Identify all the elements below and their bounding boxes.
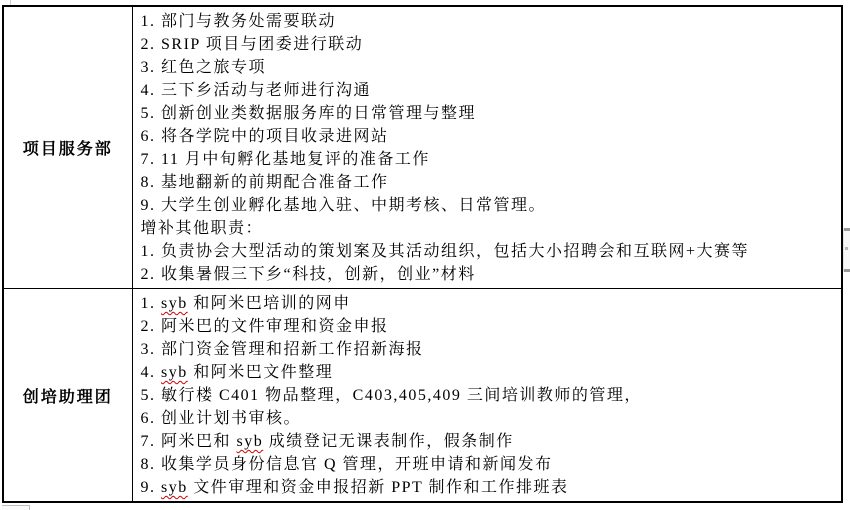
duty-text: 2. SRIP 项目与团委进行联动 [140,36,364,53]
duty-text: 增补其他职责： [140,220,264,237]
duty-text: 8. 收集学员身份信息官 Q 管理，开班申请和新闻发布 [140,456,553,473]
scrollbar-cap-top [844,228,850,231]
misspelled-word: syb [236,433,264,450]
row-header-cell: 项目服务部 [3,6,132,289]
duty-line [141,171,836,194]
scrollbar-cap-bottom [844,269,850,272]
duty-text: 6. 创业计划书审核。 [140,410,302,427]
duty-text: 9. [140,479,161,496]
duty-line [141,476,836,499]
duty-line [141,217,836,240]
duty-text: 3. 红色之旅专项 [140,59,267,76]
duty-line [141,240,836,263]
duty-line [141,292,836,315]
duty-text: 1. [140,295,161,312]
duty-line [141,453,836,476]
duty-line [141,56,836,79]
duty-text: 4. [140,364,161,381]
row-duties-cell [132,289,842,503]
row-duties-cell [132,6,842,289]
duty-text: 成绩登记无课表制作，假条制作 [263,433,514,450]
duty-text: 文件审理和资金申报招新 PPT 制作和工作排班表 [187,479,569,496]
cut-table-corner-icon [2,505,30,510]
duty-text: 1. 部门与教务处需要联动 [140,13,337,30]
scrollbar-grip-dot [845,247,848,250]
misspelled-word: syb [161,479,188,496]
duty-table [2,5,843,503]
duty-text: 3. 部门资金管理和招新工作招新海报 [140,341,424,358]
duty-text: 和阿米巴培训的网申 [187,295,351,312]
duty-text: 2. 阿米巴的文件审理和资金申报 [140,318,389,335]
duty-line [141,10,836,33]
duty-text: 6. 将各学院中的项目收录进网站 [140,128,389,145]
scrollbar-thumb-icon[interactable] [843,228,850,272]
misspelled-word: syb [161,295,188,312]
duty-line [141,148,836,171]
duty-line [141,407,836,430]
duty-line [141,315,836,338]
duty-table-body [3,6,842,502]
duty-line [141,125,836,148]
duty-text: 和阿米巴文件整理 [187,364,334,381]
misspelled-word: syb [161,364,188,381]
table-row [3,6,842,289]
duty-text: 4. 三下乡活动与老师进行沟通 [140,82,372,99]
duty-text: 7. 11 月中旬孵化基地复评的准备工作 [140,151,430,168]
duty-text: 5. 敏行楼 C401 物品整理，C403,405,409 三间培训教师的管理， [140,387,642,404]
duty-line [141,430,836,453]
row-header-cell: 创培助理团 [3,289,132,503]
duty-line [141,338,836,361]
duty-text: 7. 阿米巴和 [140,433,237,450]
duty-text: 1. 负责协会大型活动的策划案及其活动组织，包括大小招聘会和互联网+大赛等 [140,243,750,260]
duty-text: 8. 基地翻新的前期配合准备工作 [140,174,389,191]
duty-text: 2. 收集暑假三下乡“科技，创新，创业”材料 [140,266,476,283]
duty-line [141,79,836,102]
duty-line [141,263,836,286]
duty-text: 5. 创新创业类数据服务库的日常管理与整理 [140,105,477,122]
duty-line [141,361,836,384]
duty-line [141,102,836,125]
table-row [3,289,842,503]
duty-line [141,33,836,56]
duty-line [141,194,836,217]
duty-line [141,384,836,407]
duty-text: 9. 大学生创业孵化基地入驻、中期考核、日常管理。 [140,197,547,214]
